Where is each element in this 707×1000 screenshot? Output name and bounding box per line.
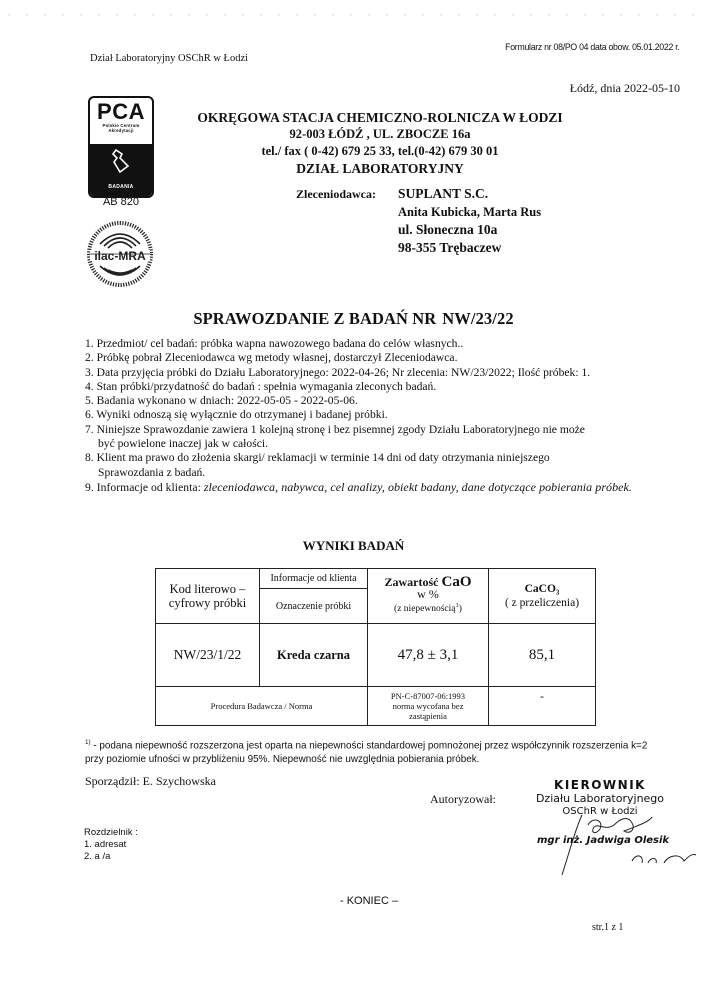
client-street: ul. Słoneczna 10a [398, 222, 498, 237]
header-cao-close: ) [458, 604, 462, 615]
header-sample-code: Kod literowo – cyfrowy próbki [156, 569, 260, 624]
institution-header [180, 109, 580, 177]
item-3: 3. Data przyjęcia próbki do Działu Laboratoryjnego: 2022-04-26; Nr zlecenia: NW/23/2022; Ilość próbek: 1. [85, 365, 591, 379]
department-header: Dział Laboratoryjny OSChR w Łodzi [90, 53, 249, 64]
footnote-text: - podana niepewność rozszerzona jest oparta na niepewności standardowej pomnożonej przez współczynnik rozszerzenia k=2 przy poziomie ufności w przybliżeniu 95%. Niepewność nie uwzględnia pobierania próbek. [85, 740, 648, 766]
header-cao [368, 569, 489, 624]
ilac-mra-icon [86, 218, 154, 290]
form-reference: Formularz nr 08/PO 04 data obow. 05.01.2022 r. [505, 42, 680, 53]
institution-department: DZIAŁ LABORATORYJNY [296, 161, 464, 176]
report-title [0, 309, 707, 329]
item-1: 1. Przedmiot/ cel badań: próbka wapna nawozowego badana do celów własnych.. [85, 337, 464, 350]
cell-sample-name: Kreda czarna [260, 624, 368, 687]
distribution-list [84, 827, 138, 863]
report-title-text: SPRAWOZDANIE Z BADAŃ NR [193, 309, 437, 328]
header-sample-name: Oznaczenie próbki [260, 589, 368, 624]
cell-cao-value: 47,8 ± 3,1 [368, 624, 489, 687]
procedure-row [156, 687, 596, 726]
report-number: NW/23/22 [442, 309, 514, 328]
distribution-item-2: 2. a /a [84, 851, 111, 862]
scan-noise [0, 14, 707, 16]
item-8: 8. Klient ma prawo do złożenia skargi/ reklamacji w terminie 14 dni od daty otrzymania niniejszego [85, 451, 550, 465]
item-9-label: 9. Informacje od klienta: [85, 480, 201, 494]
stamp-institution: OSChR w Łodzi [562, 806, 638, 817]
item-2: 2. Próbkę pobrał Zleceniodawca wg metody własnej, dostarczył Zleceniodawca. [85, 351, 458, 365]
authorized-label: Autoryzował: [430, 792, 496, 806]
header-cao-unit: w % [417, 587, 439, 602]
stamp-title: KIEROWNIK [554, 778, 646, 792]
footnote [85, 736, 648, 767]
procedure-cao: PN-C-87007-06:1993 norma wycofana bez zastąpienia [368, 687, 489, 726]
report-items [85, 337, 665, 495]
accreditation-number: AB 820 [102, 196, 140, 208]
header-caco3 [489, 569, 596, 624]
client-label: Zleceniodawca: [296, 187, 376, 201]
distribution-item-1: 1. adresat [84, 839, 127, 850]
header-caco3-formula: CaCO₃ [524, 583, 560, 595]
pca-subtitle-1: Polskie Centrum [102, 123, 140, 128]
prepared-by: Sporządził: E. Szychowska [85, 774, 216, 788]
client-persons: Anita Kubicka, Marta Rus [398, 204, 542, 219]
header-cao-formula: CaO [441, 574, 472, 591]
footnote-marker: 1) [85, 739, 91, 746]
header-cao-label: Zawartość [384, 575, 439, 590]
place-date: Łódź, dnia 2022-05-10 [569, 81, 680, 95]
item-7: 7. Niniejsze Sprawozdanie zawiera 1 kolejną stronę i bez pisemnej zgody Działu Laboratoryjnego nie może [85, 422, 585, 436]
procedure-label: Procedura Badawcza / Norma [156, 687, 368, 726]
pca-badania-label: BADANIA [108, 184, 134, 190]
institution-address: 92-003 ŁÓDŹ , UL. ZBOCZE 16a [289, 127, 471, 141]
item-6: 6. Wyniki odnoszą się wyłącznie do otrzymanej i badanej próbki. [85, 408, 388, 422]
cell-caco3-value: 85,1 [489, 624, 596, 687]
stamp-department: Działu Laboratoryjnego [535, 792, 665, 805]
procedure-caco3: - [489, 687, 596, 726]
client-company: SUPLANT S.C. [398, 186, 489, 201]
page-number: str.1 z 1 [592, 922, 624, 933]
item-5: 5. Badania wykonano w dniach: 2022-05-05 - 2022-05-06. [85, 394, 358, 408]
client-block [296, 185, 541, 256]
item-4: 4. Stan próbki/przydatność do badań : spełnia wymagania zleconych badań. [85, 379, 437, 393]
svg-text:ilac-MRA: ilac-MRA [94, 249, 146, 263]
pca-logo [88, 96, 154, 198]
cell-sample-code: NW/23/1/22 [156, 624, 260, 687]
item-7-continued: być powielone inaczej jak w całości. [98, 437, 268, 451]
results-table [155, 568, 596, 726]
header-client-info: Informacje od klienta [260, 569, 368, 589]
header-caco3-note: ( z przeliczenia) [504, 597, 580, 609]
institution-phone: tel./ fax ( 0-42) 679 25 33, tel.(0-42) 679 30 01 [261, 144, 499, 158]
item-8-continued: Sprawozdania z badań. [98, 465, 206, 479]
ilac-mra-logo [86, 218, 154, 295]
footnote-ref: 1 [455, 602, 459, 610]
header-cao-uncertainty: (z niepewnością [394, 604, 456, 615]
institution-name: OKRĘGOWA STACJA CHEMICZNO-ROLNICZA W ŁODZI [197, 110, 563, 125]
distribution-label: Rozdzielnik : [84, 827, 138, 838]
flask-icon [110, 148, 132, 174]
item-9 [85, 480, 665, 495]
client-city: 98-355 Trębaczew [398, 239, 502, 255]
item-9-value: zleceniodawca, nabywca, cel analizy, obiekt badany, dane dotyczące pobierania próbek. [203, 479, 632, 494]
pca-subtitle-2: Akredytacji [108, 128, 134, 133]
table-row [156, 624, 596, 687]
results-title: WYNIKI BADAŃ [302, 538, 405, 553]
pca-title: PCA [97, 99, 145, 124]
end-marker: - KONIEC – [340, 895, 399, 907]
manager-name: mgr inż. Jadwiga Olesik [537, 835, 670, 846]
